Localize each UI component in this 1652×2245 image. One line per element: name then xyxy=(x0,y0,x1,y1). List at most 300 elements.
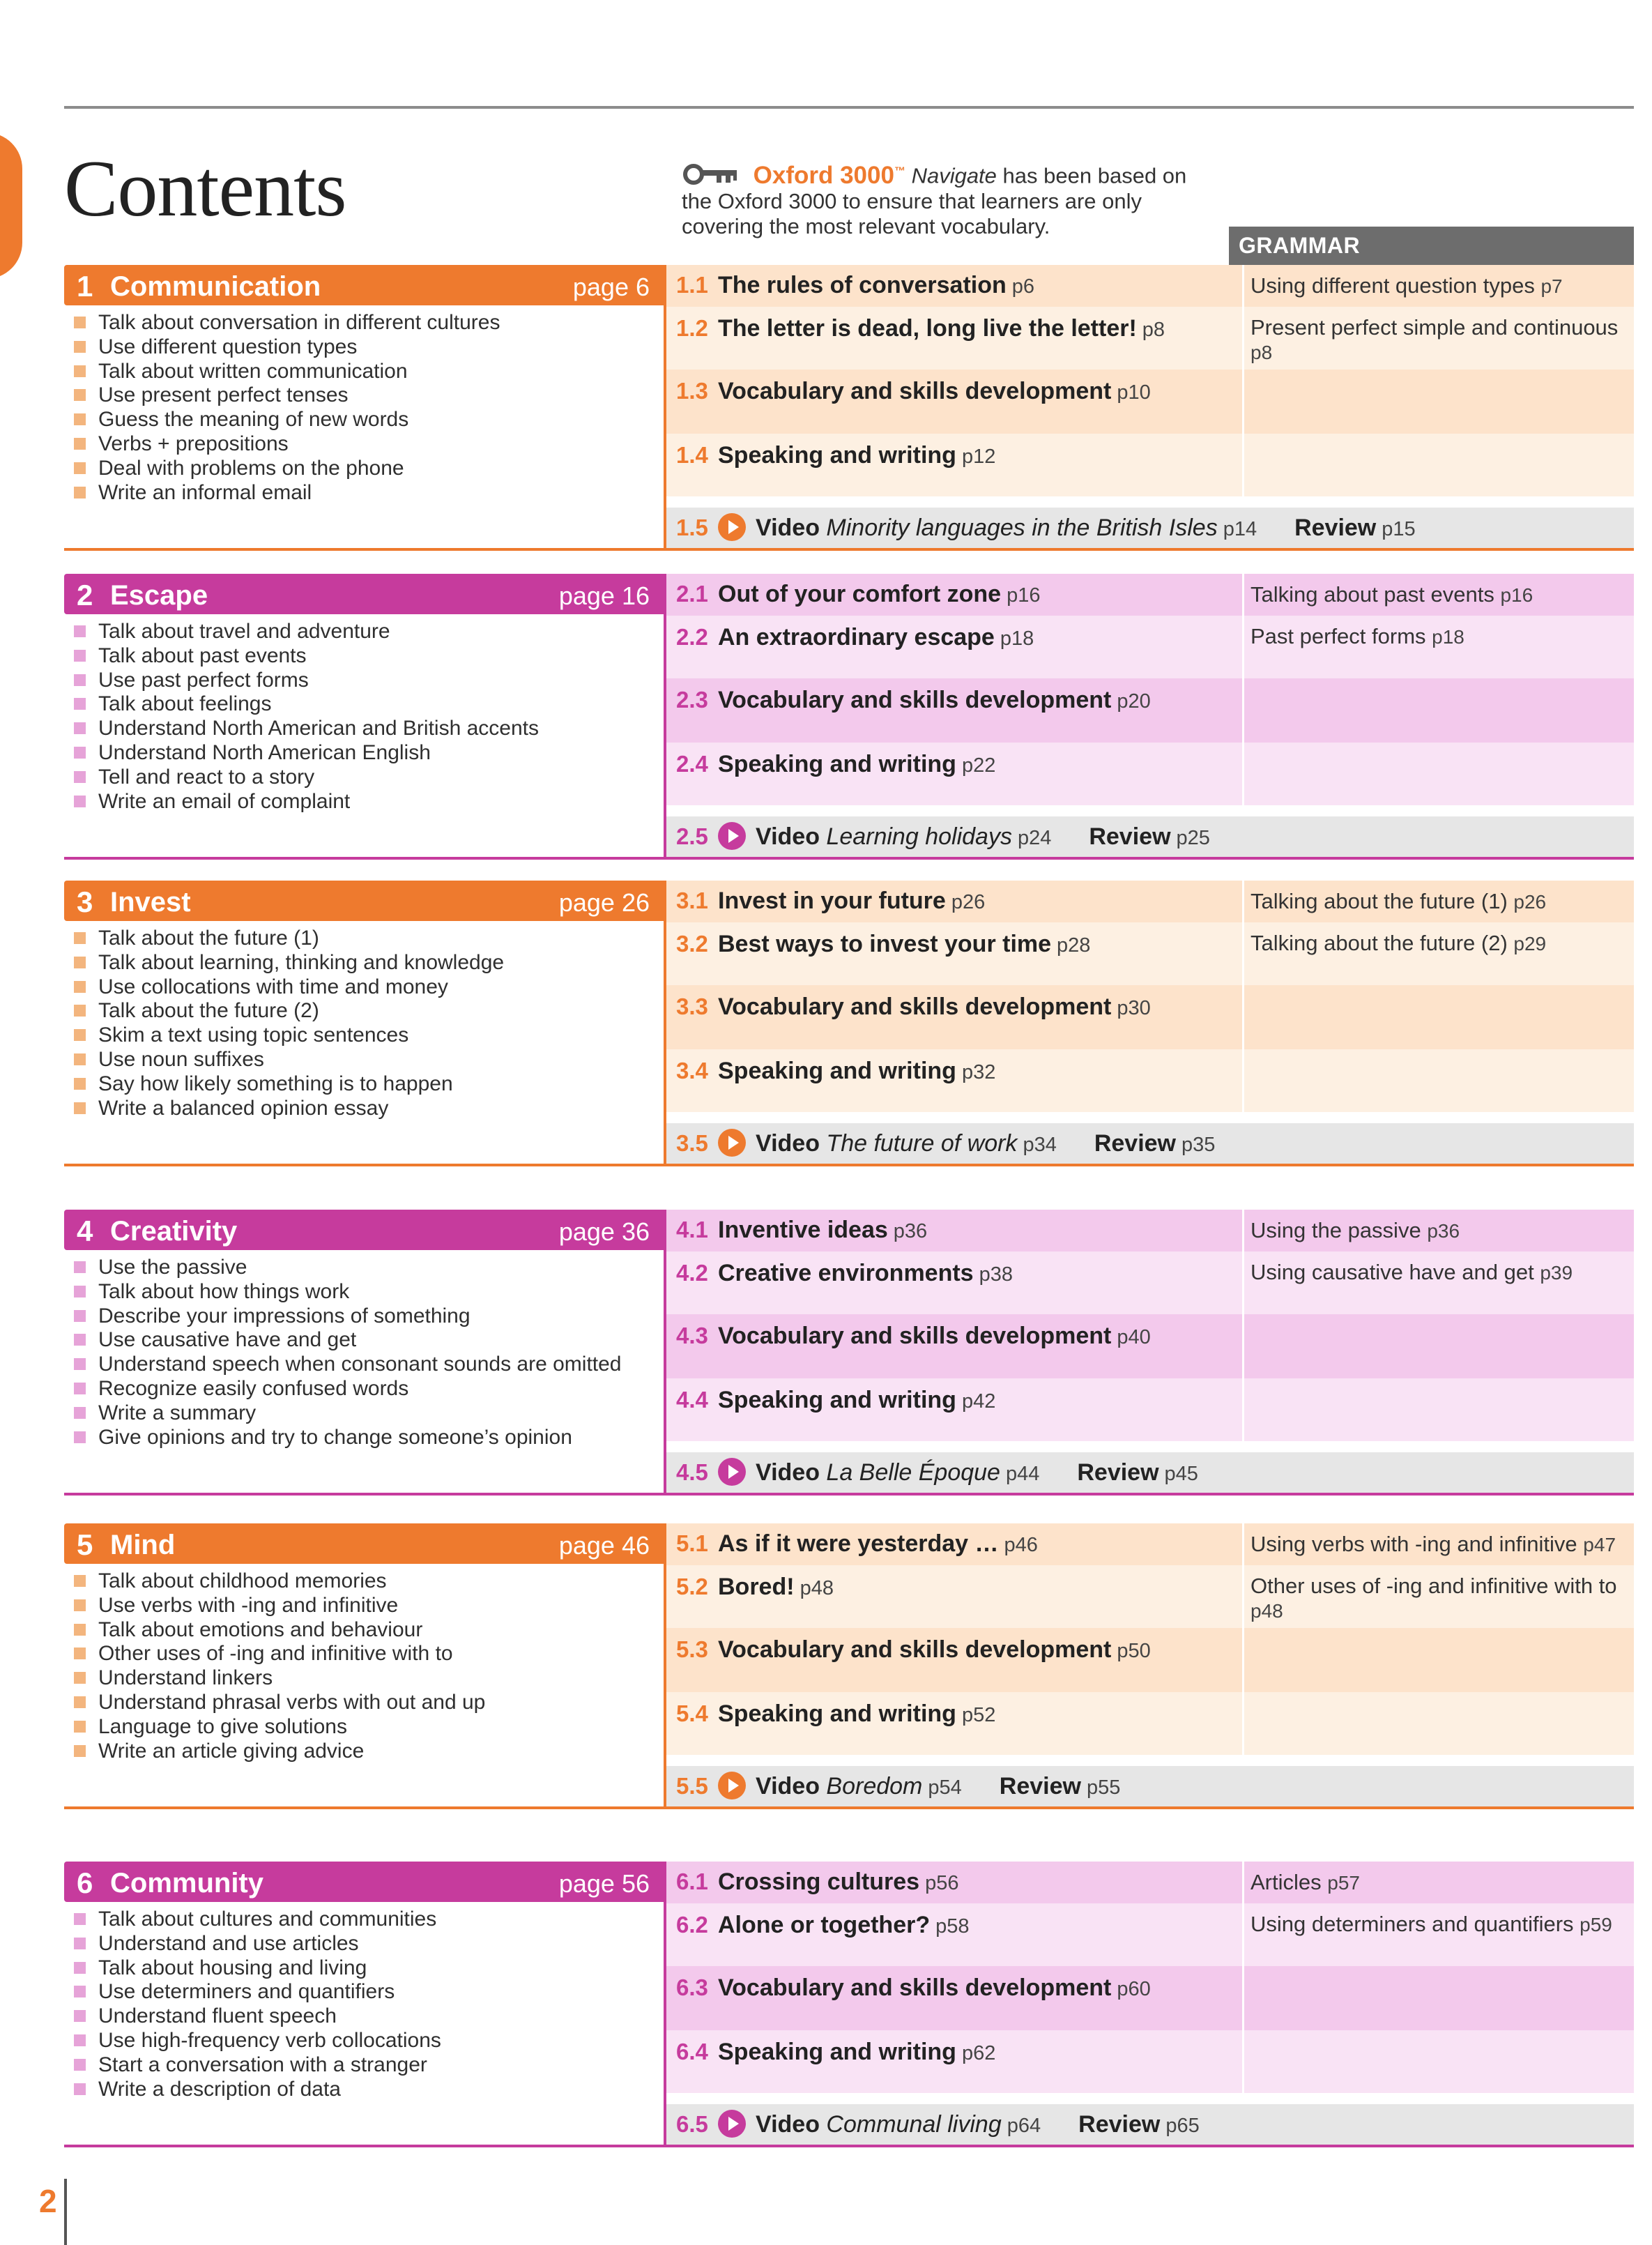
lesson-page: p8 xyxy=(1142,319,1165,341)
bullet-square-icon xyxy=(74,1913,86,1925)
lesson-row[interactable] xyxy=(666,1565,1634,1628)
grammar-page: p59 xyxy=(1580,1914,1612,1935)
aim-text: Talk about the future (2) xyxy=(98,999,319,1023)
lesson-row[interactable] xyxy=(666,1378,1634,1441)
aim-text: Talk about cultures and communities xyxy=(98,1908,437,1931)
bullet-square-icon xyxy=(74,1029,86,1041)
aim-text: Use verbs with -ing and infinitive xyxy=(98,1593,399,1617)
lesson-row[interactable] xyxy=(666,1049,1634,1112)
video-title: La Belle Époque xyxy=(826,1459,1000,1486)
aim-item xyxy=(74,1328,621,1353)
lesson-title xyxy=(718,442,995,469)
bullet-square-icon xyxy=(74,1102,86,1114)
lesson-title xyxy=(718,1387,995,1414)
aim-text: Tell and react to a story xyxy=(98,765,315,789)
review-label: Review xyxy=(1078,2111,1161,2138)
bullet-square-icon xyxy=(74,771,86,783)
lesson-row[interactable] xyxy=(666,1251,1634,1314)
lesson-page: p58 xyxy=(935,1915,970,1938)
review-page: p45 xyxy=(1164,1463,1198,1485)
aim-text: Other uses of -ing and infinitive with to xyxy=(98,1642,453,1666)
lesson-title xyxy=(718,1217,927,1244)
lesson-number: 1.5 xyxy=(676,515,708,540)
grammar-point xyxy=(1251,931,1627,956)
grammar-cell xyxy=(1242,678,1622,743)
lesson-title-text: Speaking and writing xyxy=(718,2039,956,2065)
unit-aims-list xyxy=(74,1569,485,1763)
aim-item xyxy=(74,951,504,975)
lesson-number: 3.5 xyxy=(676,1130,708,1156)
bullet-square-icon xyxy=(74,317,86,328)
play-icon[interactable] xyxy=(718,1458,746,1486)
lesson-title xyxy=(718,315,1165,342)
key-icon xyxy=(682,162,740,186)
lesson-number: 4.3 xyxy=(676,1323,708,1348)
aim-text: Write an informal email xyxy=(98,480,312,504)
aim-item xyxy=(74,360,500,384)
lesson-title-text: Vocabulary and skills development xyxy=(718,378,1112,404)
bullet-square-icon xyxy=(74,389,86,401)
grammar-point xyxy=(1251,1218,1627,1243)
review-label: Review xyxy=(1294,515,1377,541)
lesson-number: 4.2 xyxy=(676,1260,708,1286)
unit-bottom-rule xyxy=(64,1806,1634,1809)
aim-item xyxy=(74,1594,485,1618)
lesson-number: 1.3 xyxy=(676,378,708,404)
lesson-title-text: Out of your comfort zone xyxy=(718,581,1002,607)
aim-text: Talk about emotions and behaviour xyxy=(98,1618,423,1641)
section-tab xyxy=(0,132,22,279)
lesson-page: p28 xyxy=(1057,934,1091,957)
aim-text: Describe your impressions of something xyxy=(98,1304,471,1327)
bullet-square-icon xyxy=(74,365,86,377)
unit-title: Creativity xyxy=(110,1216,238,1247)
grammar-text: Using verbs with -ing and infinitive xyxy=(1251,1532,1577,1556)
bullet-square-icon xyxy=(74,462,86,474)
aim-text: Understand North American English xyxy=(98,740,431,764)
aim-text: Talk about childhood memories xyxy=(98,1569,387,1592)
aim-item xyxy=(74,1353,621,1377)
grammar-page: p57 xyxy=(1327,1872,1360,1894)
play-icon[interactable] xyxy=(718,1129,746,1157)
unit-page: page 16 xyxy=(558,581,650,610)
video-label: Video xyxy=(756,1130,820,1157)
video-review-row[interactable] xyxy=(666,1452,1634,1493)
lesson-row[interactable] xyxy=(666,1862,1634,1903)
unit-header[interactable] xyxy=(64,1210,664,1250)
lesson-number: 4.4 xyxy=(676,1387,708,1413)
unit-page: page 6 xyxy=(572,273,650,301)
unit-bottom-rule xyxy=(64,2145,1634,2147)
unit-bottom-rule xyxy=(64,857,1634,860)
review-label: Review xyxy=(1089,823,1171,850)
page-title: Contents xyxy=(64,144,346,234)
lesson-number: 4.1 xyxy=(676,1217,708,1242)
grammar-page: p7 xyxy=(1540,275,1563,297)
lesson-row[interactable] xyxy=(666,1692,1634,1755)
grammar-point xyxy=(1251,315,1627,365)
lesson-row[interactable] xyxy=(666,1210,1634,1251)
unit-title: Invest xyxy=(110,887,191,918)
grammar-cell xyxy=(1242,1628,1622,1692)
oxford-3000-note xyxy=(682,159,1211,239)
unit-number: 5 xyxy=(77,1528,93,1561)
bullet-square-icon xyxy=(74,796,86,807)
grammar-text: Past perfect forms xyxy=(1251,624,1426,648)
aim-text: Understand phrasal verbs with out and up xyxy=(98,1690,486,1714)
lesson-row[interactable] xyxy=(666,1523,1634,1565)
video-lesson xyxy=(718,822,1210,851)
lesson-number: 6.4 xyxy=(676,2039,708,2064)
grammar-text: Talking about the future (2) xyxy=(1251,931,1508,955)
lesson-number: 2.3 xyxy=(676,687,708,713)
lesson-title-text: The letter is dead, long live the letter! xyxy=(718,315,1137,342)
lesson-row[interactable] xyxy=(666,370,1634,434)
lesson-page: p16 xyxy=(1007,584,1041,607)
unit-title: Community xyxy=(110,1868,263,1898)
review-page: p65 xyxy=(1165,2115,1200,2137)
aim-item xyxy=(74,1377,621,1401)
lesson-title-text: Vocabulary and skills development xyxy=(718,1323,1112,1349)
bullet-square-icon xyxy=(74,932,86,944)
bullet-square-icon xyxy=(74,413,86,425)
lesson-title-text: An extraordinary escape xyxy=(718,624,995,650)
bullet-square-icon xyxy=(74,1986,86,1997)
grammar-point xyxy=(1251,889,1627,914)
lesson-title-text: Speaking and writing xyxy=(718,1387,956,1413)
aim-item xyxy=(74,457,500,481)
lesson-row[interactable] xyxy=(666,574,1634,616)
lesson-number: 5.4 xyxy=(676,1700,708,1726)
review-page: p55 xyxy=(1086,1776,1121,1799)
lesson-title xyxy=(718,1530,1038,1558)
unit-title: Communication xyxy=(110,271,321,302)
video-page: p54 xyxy=(928,1776,962,1799)
grammar-cell xyxy=(1242,1692,1622,1755)
unit-title: Escape xyxy=(110,580,208,611)
lesson-title-text: Vocabulary and skills development xyxy=(718,687,1112,713)
bullet-square-icon xyxy=(74,1358,86,1370)
bullet-square-icon xyxy=(74,1261,86,1273)
lesson-number: 2.1 xyxy=(676,581,708,607)
unit-page: page 46 xyxy=(558,1531,650,1560)
lesson-number: 3.4 xyxy=(676,1058,708,1083)
lesson-row[interactable] xyxy=(666,1628,1634,1692)
aim-text: Talk about how things work xyxy=(98,1279,350,1303)
play-icon[interactable] xyxy=(718,513,746,541)
bullet-square-icon xyxy=(74,1599,86,1611)
lesson-page: p10 xyxy=(1117,381,1151,404)
lesson-page: p60 xyxy=(1117,1978,1151,2000)
video-lesson xyxy=(718,1772,1120,1800)
video-lesson xyxy=(718,513,1416,542)
bullet-square-icon xyxy=(74,2059,86,2071)
grammar-cell xyxy=(1242,434,1622,496)
video-review-row[interactable] xyxy=(666,508,1634,548)
aim-item xyxy=(74,644,539,669)
lesson-title xyxy=(718,1058,995,1085)
unit-header[interactable] xyxy=(64,1523,664,1564)
aim-text: Use present perfect tenses xyxy=(98,383,349,407)
lesson-page: p56 xyxy=(925,1872,959,1894)
lesson-row[interactable] xyxy=(666,616,1634,678)
grammar-page: p29 xyxy=(1513,933,1547,954)
lesson-title xyxy=(718,1636,1151,1664)
grammar-page: p39 xyxy=(1540,1262,1573,1284)
top-rule xyxy=(64,106,1634,109)
video-label: Video xyxy=(756,515,820,541)
unit-aims-list xyxy=(74,1908,441,2101)
bullet-square-icon xyxy=(74,1647,86,1659)
lesson-number: 3.3 xyxy=(676,994,708,1019)
lesson-number: 3.1 xyxy=(676,888,708,913)
lesson-number: 4.5 xyxy=(676,1459,708,1485)
aim-item xyxy=(74,1048,504,1072)
bullet-square-icon xyxy=(74,1078,86,1090)
aim-item xyxy=(74,1072,504,1097)
aim-text: Use high-frequency verb collocations xyxy=(98,2028,441,2052)
bullet-square-icon xyxy=(74,650,86,662)
aim-text: Use noun suffixes xyxy=(98,1047,264,1071)
lesson-number: 1.4 xyxy=(676,442,708,468)
page-number-rule xyxy=(64,2179,67,2245)
aim-text: Use collocations with time and money xyxy=(98,975,448,998)
bullet-square-icon xyxy=(74,1575,86,1587)
lesson-row[interactable] xyxy=(666,1966,1634,2030)
aim-item xyxy=(74,481,500,505)
aim-item xyxy=(74,1980,441,2004)
bullet-square-icon xyxy=(74,722,86,734)
aim-item xyxy=(74,620,539,644)
lesson-number: 1.2 xyxy=(676,315,708,341)
play-icon[interactable] xyxy=(718,2110,746,2138)
lesson-row[interactable] xyxy=(666,434,1634,496)
grammar-cell xyxy=(1242,370,1622,434)
lesson-title-text: Vocabulary and skills development xyxy=(718,1974,1112,2001)
aim-item xyxy=(74,1740,485,1764)
aim-text: Talk about feelings xyxy=(98,692,272,716)
aim-text: Understand linkers xyxy=(98,1666,273,1690)
aim-text: Start a conversation with a stranger xyxy=(98,2053,427,2076)
aim-text: Use past perfect forms xyxy=(98,668,309,692)
video-page: p14 xyxy=(1223,518,1257,540)
aim-text: Write a balanced opinion essay xyxy=(98,1096,389,1120)
aim-item xyxy=(74,1569,485,1594)
aim-item xyxy=(74,2078,441,2102)
lesson-row[interactable] xyxy=(666,678,1634,743)
grammar-point xyxy=(1251,1532,1627,1557)
bullet-square-icon xyxy=(74,1053,86,1065)
grammar-page: p8 xyxy=(1251,342,1273,363)
grammar-cell xyxy=(1242,743,1622,805)
bullet-square-icon xyxy=(74,1624,86,1636)
video-page: p24 xyxy=(1017,827,1052,849)
aim-text: Understand North American and British accents xyxy=(98,717,539,740)
aim-item xyxy=(74,1932,441,1956)
lesson-title-text: Alone or together? xyxy=(718,1912,931,1938)
bullet-square-icon xyxy=(74,2010,86,2022)
lesson-row[interactable] xyxy=(666,2030,1634,2093)
video-title: Communal living xyxy=(826,2111,1002,2138)
lesson-row[interactable] xyxy=(666,1903,1634,1966)
grammar-point xyxy=(1251,273,1627,298)
grammar-column-header: GRAMMAR xyxy=(1229,227,1634,265)
lesson-title xyxy=(718,888,985,915)
lesson-page: p62 xyxy=(961,2042,996,2064)
lesson-title xyxy=(718,1260,1013,1287)
lesson-title-text: Vocabulary and skills development xyxy=(718,994,1112,1020)
unit-title: Mind xyxy=(110,1530,176,1560)
bullet-square-icon xyxy=(74,438,86,450)
bullet-square-icon xyxy=(74,625,86,637)
lesson-title-text: Best ways to invest your time xyxy=(718,931,1052,957)
grammar-text: Talking about the future (1) xyxy=(1251,889,1508,913)
video-review-row[interactable] xyxy=(666,816,1634,857)
lesson-title-text: Creative environments xyxy=(718,1260,974,1286)
unit-header[interactable] xyxy=(64,265,664,305)
lesson-title-text: The rules of conversation xyxy=(718,272,1007,298)
bullet-square-icon xyxy=(74,957,86,968)
bullet-square-icon xyxy=(74,747,86,759)
aim-item xyxy=(74,766,539,790)
aim-item xyxy=(74,383,500,408)
lesson-title xyxy=(718,994,1151,1021)
grammar-cell xyxy=(1242,1049,1622,1112)
video-review-row[interactable] xyxy=(666,1123,1634,1164)
oxford-3000-brand: Oxford 3000™ xyxy=(753,161,905,189)
lesson-title xyxy=(718,931,1090,958)
lesson-title xyxy=(718,687,1151,714)
lesson-row[interactable] xyxy=(666,265,1634,307)
intro-text: has been based on the Oxford 3000 to ensure that learners are only covering the most relevant vocabulary. xyxy=(682,163,1187,238)
aim-item xyxy=(74,1642,485,1666)
unit-aims-list xyxy=(74,1256,621,1449)
lesson-title xyxy=(718,1912,970,1939)
aim-text: Talk about conversation in different cultures xyxy=(98,311,500,334)
lesson-page: p32 xyxy=(961,1061,996,1083)
lesson-number: 5.1 xyxy=(676,1530,708,1556)
unit-header[interactable] xyxy=(64,1862,664,1902)
unit-header[interactable] xyxy=(64,574,664,614)
bullet-square-icon xyxy=(74,1745,86,1757)
lesson-page: p22 xyxy=(961,754,996,777)
lesson-title xyxy=(718,581,1040,608)
aim-item xyxy=(74,408,500,432)
aim-item xyxy=(74,1023,504,1048)
aim-item xyxy=(74,2053,441,2078)
lesson-row[interactable] xyxy=(666,922,1634,985)
lesson-page: p46 xyxy=(1004,1534,1038,1556)
review-label: Review xyxy=(999,1773,1081,1799)
grammar-point xyxy=(1251,1870,1627,1895)
grammar-text: Using determiners and quantifiers xyxy=(1251,1912,1574,1936)
aim-item xyxy=(74,335,500,360)
grammar-page: p16 xyxy=(1500,584,1534,606)
play-icon[interactable] xyxy=(718,822,746,850)
aim-item xyxy=(74,1618,485,1643)
bullet-square-icon xyxy=(74,1721,86,1733)
lesson-page: p20 xyxy=(1117,690,1151,713)
aim-item xyxy=(74,1304,621,1329)
grammar-page: p18 xyxy=(1432,626,1464,648)
lesson-number: 2.4 xyxy=(676,751,708,777)
lesson-number: 3.2 xyxy=(676,931,708,957)
aim-text: Talk about travel and adventure xyxy=(98,620,390,643)
unit-aims-list xyxy=(74,311,500,505)
lesson-title-text: Inventive ideas xyxy=(718,1217,888,1243)
aim-item xyxy=(74,1956,441,1981)
bullet-square-icon xyxy=(74,698,86,710)
lesson-row[interactable] xyxy=(666,985,1634,1049)
grammar-page: p36 xyxy=(1427,1220,1460,1242)
video-review-row[interactable] xyxy=(666,1766,1634,1806)
video-review-row[interactable] xyxy=(666,2104,1634,2145)
lesson-number: 6.2 xyxy=(676,1912,708,1938)
lesson-number: 5.5 xyxy=(676,1773,708,1799)
video-page: p44 xyxy=(1005,1463,1040,1485)
aim-text: Use different question types xyxy=(98,335,358,358)
lesson-page: p30 xyxy=(1117,997,1151,1019)
unit-number: 4 xyxy=(77,1215,93,1247)
lesson-page: p40 xyxy=(1117,1326,1151,1348)
lesson-title xyxy=(718,624,1034,651)
unit-page: page 36 xyxy=(558,1217,650,1246)
bullet-square-icon xyxy=(74,1005,86,1017)
aim-item xyxy=(74,1280,621,1304)
lesson-title xyxy=(718,1974,1151,2002)
lesson-title xyxy=(718,751,995,778)
aim-item xyxy=(74,1715,485,1740)
grammar-cell xyxy=(1242,985,1622,1049)
aim-item xyxy=(74,2004,441,2029)
aim-text: Write a description of data xyxy=(98,2077,341,2101)
video-lesson xyxy=(718,2110,1200,2138)
unit-bottom-rule xyxy=(64,1164,1634,1166)
video-label: Video xyxy=(756,1773,820,1799)
aim-item xyxy=(74,669,539,693)
lesson-row[interactable] xyxy=(666,743,1634,805)
bullet-square-icon xyxy=(74,2034,86,2046)
grammar-point xyxy=(1251,1912,1627,1937)
lesson-title xyxy=(718,1700,995,1728)
lesson-page: p36 xyxy=(893,1220,928,1242)
bullet-square-icon xyxy=(74,1310,86,1322)
lesson-row[interactable] xyxy=(666,307,1634,370)
video-page: p64 xyxy=(1007,2115,1041,2137)
bullet-square-icon xyxy=(74,1286,86,1297)
aim-item xyxy=(74,1691,485,1715)
aim-text: Talk about past events xyxy=(98,644,307,667)
unit-section xyxy=(64,265,1634,551)
aim-text: Give opinions and try to change someone’s opinion xyxy=(98,1425,572,1449)
lesson-page: p38 xyxy=(979,1263,1013,1286)
lesson-row[interactable] xyxy=(666,881,1634,922)
unit-number: 1 xyxy=(77,270,93,303)
lesson-number: 1.1 xyxy=(676,272,708,298)
lesson-row[interactable] xyxy=(666,1314,1634,1378)
aim-text: Use causative have and get xyxy=(98,1328,357,1352)
bullet-square-icon xyxy=(74,2083,86,2095)
unit-header[interactable] xyxy=(64,881,664,921)
aim-text: Talk about written communication xyxy=(98,359,408,383)
grammar-page: p26 xyxy=(1513,891,1547,913)
bullet-square-icon xyxy=(74,981,86,993)
grammar-cell xyxy=(1242,1378,1622,1441)
aim-text: Understand speech when consonant sounds are omitted xyxy=(98,1353,622,1376)
play-icon[interactable] xyxy=(718,1772,746,1799)
grammar-text: Other uses of -ing and infinitive with to xyxy=(1251,1574,1617,1598)
lesson-title-text: Speaking and writing xyxy=(718,442,956,469)
